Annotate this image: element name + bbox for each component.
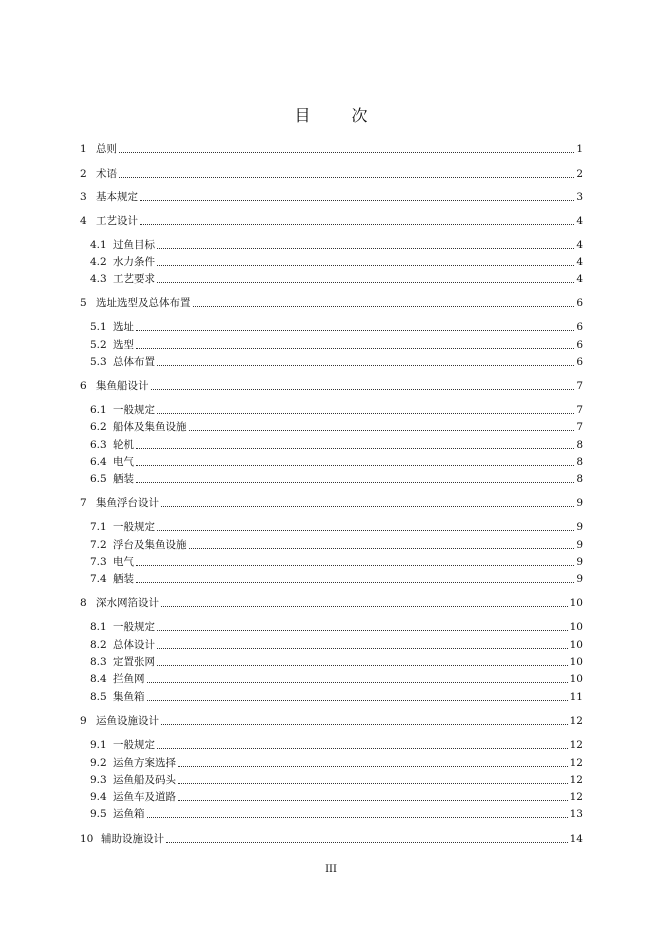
toc-entry-label: 工艺要求 (113, 273, 155, 285)
toc-entry-page: 6 (576, 339, 583, 351)
toc-entry-number: 2 (80, 168, 87, 180)
toc-entry-number: 8.3 (90, 656, 107, 668)
toc-entry-number: 9.3 (90, 774, 107, 786)
toc-entry[interactable] (0, 832, 662, 846)
toc-entry-page: 6 (576, 356, 583, 368)
dot-leader (136, 565, 574, 566)
toc-entry-page: 10 (569, 673, 583, 685)
dot-leader (161, 506, 574, 507)
toc-entry-label: 总则 (96, 143, 117, 155)
toc-entry[interactable] (0, 655, 662, 669)
toc-entry-page: 4 (576, 215, 583, 227)
dot-leader (161, 724, 568, 725)
toc-entry[interactable] (0, 379, 662, 393)
dot-leader (157, 265, 574, 266)
toc-entry-label: 舾装 (113, 573, 134, 585)
dot-leader (147, 682, 568, 683)
toc-entry[interactable] (0, 807, 662, 821)
toc-entry-page: 8 (576, 439, 583, 451)
toc-entry-label: 过鱼目标 (113, 239, 155, 251)
toc-entry-number: 8.5 (90, 691, 107, 703)
toc-entry-page: 9 (576, 539, 583, 551)
toc-entry[interactable] (0, 238, 662, 252)
toc-entry[interactable] (0, 555, 662, 569)
toc-entry-page: 10 (569, 639, 583, 651)
toc-entry-page: 9 (576, 497, 583, 509)
toc-entry-label: 集鱼船设计 (96, 380, 149, 392)
toc-entry-page: 10 (569, 621, 583, 633)
toc-entry-page: 4 (576, 273, 583, 285)
toc-entry[interactable] (0, 167, 662, 181)
toc-entry-number: 4.1 (90, 239, 107, 251)
dot-leader (136, 448, 574, 449)
toc-entry-page: 3 (576, 191, 583, 203)
dot-leader (157, 665, 568, 666)
toc-entry[interactable] (0, 538, 662, 552)
toc-entry-page: 2 (576, 168, 583, 180)
toc-entry-page: 6 (576, 321, 583, 333)
toc-entry[interactable] (0, 255, 662, 269)
toc-entry-label: 船体及集鱼设施 (113, 421, 187, 433)
toc-entry-page: 12 (569, 715, 583, 727)
toc-entry-page: 6 (576, 297, 583, 309)
dot-leader (136, 465, 574, 466)
dot-leader (140, 200, 574, 201)
toc-entry-number: 10 (80, 833, 94, 845)
dot-leader (157, 648, 568, 649)
toc-entry-label: 一般规定 (113, 621, 155, 633)
toc-entry-number: 7.1 (90, 521, 107, 533)
dot-leader (147, 700, 568, 701)
dot-leader (189, 548, 575, 549)
toc-entry-label: 工艺设计 (96, 215, 138, 227)
toc-entry-page: 12 (569, 739, 583, 751)
toc-entry[interactable] (0, 403, 662, 417)
toc-entry[interactable] (0, 438, 662, 452)
dot-leader (151, 389, 575, 390)
toc-entry-number: 9.1 (90, 739, 107, 751)
toc-entry-number: 7 (80, 497, 87, 509)
toc-entry-number: 6.2 (90, 421, 107, 433)
dot-leader (178, 783, 568, 784)
toc-entry-label: 基本规定 (96, 191, 138, 203)
dot-leader (136, 582, 574, 583)
toc-entry-number: 6.4 (90, 456, 107, 468)
toc-entry[interactable] (0, 455, 662, 469)
toc-entry[interactable] (0, 756, 662, 770)
toc-entry-label: 选型 (113, 339, 134, 351)
toc-entry[interactable] (0, 596, 662, 610)
page-number: III (325, 864, 337, 875)
dot-leader (178, 766, 568, 767)
toc-entry-label: 轮机 (113, 439, 134, 451)
dot-leader (189, 430, 575, 431)
toc-entry-label: 运鱼方案选择 (113, 757, 176, 769)
toc-entry[interactable] (0, 296, 662, 310)
toc-entry-number: 9.5 (90, 808, 107, 820)
toc-entry-number: 7.4 (90, 573, 107, 585)
toc-entry[interactable] (0, 338, 662, 352)
toc-entry-label: 总体设计 (113, 639, 155, 651)
toc-entry-number: 6.1 (90, 404, 107, 416)
dot-leader (157, 630, 568, 631)
dot-leader (157, 413, 574, 414)
dot-leader (157, 365, 574, 366)
toc-entry-label: 术语 (96, 168, 117, 180)
dot-leader (147, 817, 568, 818)
dot-leader (178, 800, 568, 801)
dot-leader (119, 152, 574, 153)
toc-entry[interactable] (0, 214, 662, 228)
toc-entry-number: 8.1 (90, 621, 107, 633)
dot-leader (157, 530, 574, 531)
toc-entry-label: 集鱼箱 (113, 691, 145, 703)
dot-leader (157, 748, 568, 749)
dot-leader (166, 842, 568, 843)
dot-leader (136, 482, 574, 483)
toc-entry-number: 8.2 (90, 639, 107, 651)
toc-entry-number: 5.2 (90, 339, 107, 351)
toc-entry-number: 7.2 (90, 539, 107, 551)
toc-entry-page: 13 (569, 808, 583, 820)
toc-entry-page: 9 (576, 573, 583, 585)
toc-entry-label: 运鱼设施设计 (96, 715, 159, 727)
dot-leader (136, 348, 574, 349)
toc-entry-number: 4 (80, 215, 87, 227)
toc-entry-number: 6.3 (90, 439, 107, 451)
toc-entry[interactable] (0, 638, 662, 652)
toc-entry-number: 5 (80, 297, 87, 309)
toc-entry[interactable] (0, 520, 662, 534)
toc-entry-label: 深水网箔设计 (96, 597, 159, 609)
toc-entry-page: 8 (576, 456, 583, 468)
dot-leader (193, 306, 575, 307)
toc-entry-number: 8.4 (90, 673, 107, 685)
toc-entry[interactable] (0, 672, 662, 686)
dot-leader (161, 606, 568, 607)
toc-entry-label: 运鱼船及码头 (113, 774, 176, 786)
toc-entry-label: 总体布置 (113, 356, 155, 368)
toc-entry-label: 定置张网 (113, 656, 155, 668)
toc-entry[interactable] (0, 572, 662, 586)
toc-entry[interactable] (0, 420, 662, 434)
toc-entry-label: 舾装 (113, 473, 134, 485)
toc-entry-label: 一般规定 (113, 739, 155, 751)
toc-entry-page: 9 (576, 556, 583, 568)
toc-entry-number: 4.2 (90, 256, 107, 268)
toc-entry-page: 4 (576, 239, 583, 251)
toc-entry[interactable] (0, 738, 662, 752)
toc-entry-number: 9.4 (90, 791, 107, 803)
toc-entry-label: 运鱼箱 (113, 808, 145, 820)
toc-entry-number: 1 (80, 143, 87, 155)
toc-entry-page: 14 (569, 833, 583, 845)
toc-entry-page: 7 (576, 404, 583, 416)
toc-entry-number: 9.2 (90, 757, 107, 769)
toc-entry[interactable] (0, 272, 662, 286)
toc-entry-number: 5.1 (90, 321, 107, 333)
toc-entry-label: 辅助设施设计 (101, 833, 164, 845)
toc-entry-number: 8 (80, 597, 87, 609)
toc-entry-number: 5.3 (90, 356, 107, 368)
dot-leader (140, 224, 574, 225)
toc-entry-label: 一般规定 (113, 521, 155, 533)
toc-entry-number: 3 (80, 191, 87, 203)
toc-entry-page: 8 (576, 473, 583, 485)
toc-entry-label: 选址选型及总体布置 (96, 297, 191, 309)
toc-entry-page: 11 (569, 691, 583, 703)
toc-entry-page: 9 (576, 521, 583, 533)
toc-entry[interactable] (0, 142, 662, 156)
toc-entry[interactable] (0, 790, 662, 804)
toc-entry-page: 4 (576, 256, 583, 268)
toc-entry-label: 集鱼浮台设计 (96, 497, 159, 509)
dot-leader (119, 177, 574, 178)
dot-leader (157, 282, 574, 283)
toc-entry-page: 12 (569, 757, 583, 769)
toc-entry[interactable] (0, 690, 662, 704)
toc-entry-page: 12 (569, 774, 583, 786)
toc-entry-number: 4.3 (90, 273, 107, 285)
toc-entry-page: 7 (576, 421, 583, 433)
toc-entry[interactable] (0, 320, 662, 334)
toc-entry-label: 运鱼车及道路 (113, 791, 176, 803)
toc-entry-label: 浮台及集鱼设施 (113, 539, 187, 551)
toc-entry[interactable] (0, 620, 662, 634)
toc-entry-label: 电气 (113, 556, 134, 568)
toc-entry-page: 12 (569, 791, 583, 803)
toc-entry[interactable] (0, 472, 662, 486)
toc-entry-number: 6.5 (90, 473, 107, 485)
toc-entry-page: 10 (569, 597, 583, 609)
toc-entry[interactable] (0, 190, 662, 204)
toc-entry[interactable] (0, 496, 662, 510)
toc-entry-page: 7 (576, 380, 583, 392)
toc-entry-number: 9 (80, 715, 87, 727)
toc-entry[interactable] (0, 773, 662, 787)
dot-leader (157, 248, 574, 249)
toc-entry-number: 6 (80, 380, 87, 392)
toc-entry-label: 一般规定 (113, 404, 155, 416)
toc-entry[interactable] (0, 355, 662, 369)
dot-leader (136, 330, 574, 331)
toc-entry-number: 7.3 (90, 556, 107, 568)
toc-title: 目 次 (294, 106, 386, 125)
toc-entry-page: 1 (576, 143, 583, 155)
toc-entry[interactable] (0, 714, 662, 728)
toc-entry-label: 拦鱼网 (113, 673, 145, 685)
toc-entry-label: 水力条件 (113, 256, 155, 268)
toc-entry-label: 电气 (113, 456, 134, 468)
toc-entry-label: 选址 (113, 321, 134, 333)
toc-entry-page: 10 (569, 656, 583, 668)
